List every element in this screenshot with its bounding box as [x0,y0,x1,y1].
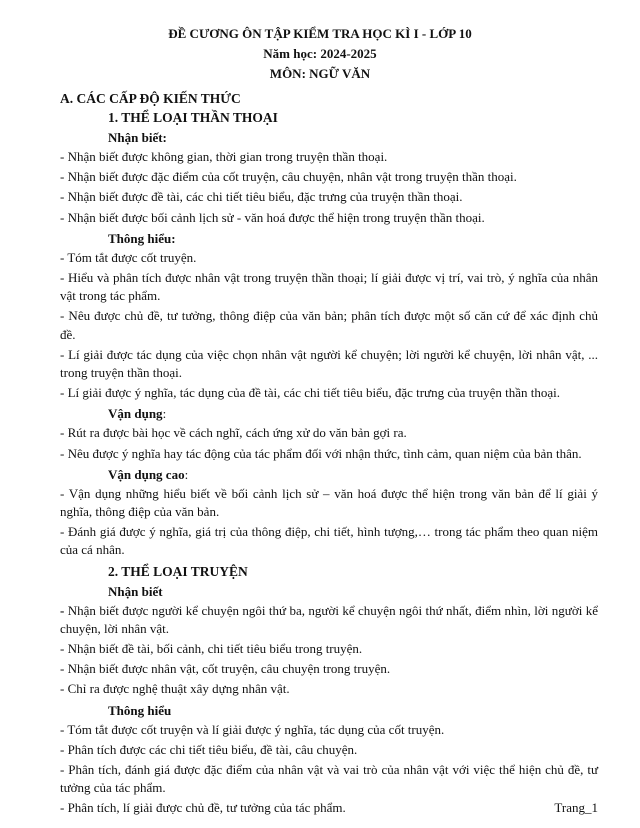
list-item: - Nhận biết được đề tài, các chi tiết tiêu biểu, đặc trưng của truyện thần thoại. [60,189,463,205]
section-a-title: A. CÁC CẤP ĐỘ KIẾN THỨC [60,91,241,106]
subject: MÔN: NGỮ VĂN [269,66,371,81]
list-item: - Tóm tắt được cốt truyện. [60,249,197,265]
list-item-text: Nhận biết được người kể chuyện ngôi thứ ba, người kể chuyện ngôi thứ nhất, điểm nhìn, lời người kể chuyện, lời nhân vật. [60,602,598,636]
van-dung-label: Vận dụng [108,406,163,422]
list-item: - Rút ra được bài học về cách nghĩ, cách ứng xử do văn bản gợi ra. [60,425,407,441]
part2-title: 2. THỂ LOẠI TRUYỆN [108,563,248,579]
list-item: - Lí giải được ý nghĩa, tác dụng của đề tài, các chi tiết tiêu biểu, đặc trưng của truyện thần thoại. [60,385,560,401]
list-item: - Vận dụng những hiểu biết về bối cảnh lịch sử – văn hoá được thể hiện trong văn bản để lí giải ý nghĩa, thông điệp của văn bản. [60,485,598,520]
list-item: - Lí giải được tác dụng của việc chọn nhân vật người kể chuyện; lời người kể chuyện, lời nhân vật, ... trong truyện thần thoại. [60,346,598,381]
school-year: Năm học: 2024-2025 [263,46,377,61]
list-item: - Phân tích được các chi tiết tiêu biểu, đề tài, câu chuyện. [60,741,358,757]
page-number: Trang_1 [554,800,598,815]
part1-title: 1. THỂ LOẠI THẦN THOẠI [108,110,278,125]
van-dung-cao-label: Vận dụng cao [108,466,185,482]
document-title: ĐỀ CƯƠNG ÔN TẬP KIỂM TRA HỌC KÌ I - LỚP 10 [168,26,472,41]
list-item: - Phân tích, lí giải được chủ đề, tư tưởng của tác phẩm. [60,800,346,816]
bold-dash: - [60,602,65,618]
list-item: - Nêu được chủ đề, tư tưởng, thông điệp của văn bản; phân tích được một số căn cứ để xác định chủ đề. [60,308,598,342]
list-item: - Nhận biết được đặc điểm của cốt truyện, câu chuyện, nhân vật trong truyện thần thoại. [60,169,517,185]
list-item: - Hiểu và phân tích được nhân vật trong truyện thần thoại; lí giải được vị trí, vai trò, ý nghĩa của nhân vật trong tác phẩm. [60,270,598,304]
list-item: - Chỉ ra được nghệ thuật xây dựng nhân vật. [60,681,290,697]
part2-thong-hieu-heading: Thông hiểu [108,702,172,718]
list-item: - Phân tích, đánh giá được đặc điểm của nhân vật và vai trò của nhân vật với việc thể hiện chủ đề, tư tưởng của tác phẩm. [60,762,598,796]
part1-thong-hieu-heading: Thông hiểu: [108,230,176,246]
list-item: - Nhận biết được bối cảnh lịch sử - văn hoá được thể hiện trong truyện thần thoại. [60,209,485,225]
van-dung-cao-colon: : [184,466,189,482]
list-item: - Nhận biết đề tài, bối cảnh, chi tiết tiêu biểu trong truyện. [60,641,363,657]
list-item: - Đánh giá được ý nghĩa, giá trị của thông điệp, chi tiết, hình tượng,… trong tác phẩm theo quan niệm của cá nhân. [60,524,598,558]
part1-van-dung-cao-heading [108,465,640,485]
part2-nhan-biet-heading: Nhận biết [108,583,163,599]
van-dung-colon: : [162,406,167,422]
list-item [60,602,598,638]
part1-van-dung-heading [108,404,640,424]
list-item: - Nêu được ý nghĩa hay tác động của tác phẩm đối với nhận thức, tình cảm, quan niệm của bản thân. [60,445,582,461]
list-item: - Nhận biết được nhân vật, cốt truyện, câu chuyện trong truyện. [60,661,391,677]
part1-nhan-biet-heading: Nhận biết: [108,130,167,145]
list-item: - Tóm tắt được cốt truyện và lí giải được ý nghĩa, tác dụng của cốt truyện. [60,721,445,737]
list-item: - Nhận biết được không gian, thời gian trong truyện thần thoại. [60,149,388,164]
